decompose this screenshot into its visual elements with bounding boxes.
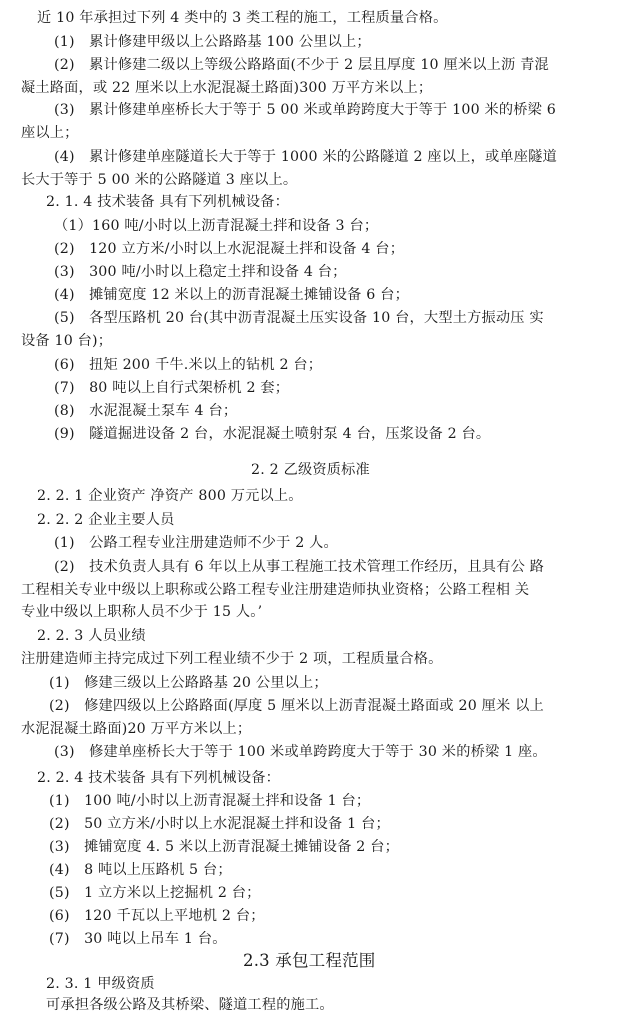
section-heading: 2. 2. 1 企业资产 净资产 800 万元以上。 <box>37 488 303 504</box>
list-item: (1) 100 吨/小时以上沥青混凝土拌和设备 1 台； <box>49 793 371 809</box>
list-item: (3) 摊铺宽度 4. 5 米以上沥青混凝土摊铺设备 2 台； <box>49 839 399 855</box>
paragraph-line: 可承担各级公路及其桥梁、隧道工程的施工。 <box>46 997 334 1013</box>
list-item: (7) 80 吨以上自行式架桥机 2 套； <box>54 380 290 396</box>
paragraph-line: 座以上； <box>21 125 79 141</box>
paragraph-line: 专业中级以上职称人员不少于 15 人。’ <box>21 604 263 620</box>
list-item: (3) 修建单座桥长大于等于 100 米或单跨跨度大于等于 30 米的桥梁 1 座。 <box>54 744 547 760</box>
list-item: (1) 修建三级以上公路路基 20 公里以上； <box>49 675 328 691</box>
list-item: (3) 300 吨/小时以上稳定土拌和设备 4 台； <box>54 264 347 280</box>
paragraph-line: 注册建造师主持完成过下列工程业绩不少于 2 项，工程质量合格。 <box>21 651 443 667</box>
list-item: (5) 各型压路机 20 台(其中沥青混凝土压实设备 10 台，大型土方振动压 实 <box>54 310 544 326</box>
list-item: (2) 累计修建二级以上等级公路路面(不少于 2 层且厚度 10 厘米以上沥 青混 <box>54 57 549 73</box>
list-item: (2) 120 立方米/小时以上水泥混凝土拌和设备 4 台； <box>54 241 405 257</box>
section-heading: 2. 1. 4 技术装备 具有下列机械设备： <box>46 194 289 210</box>
list-item: (6) 120 千瓦以上平地机 2 台； <box>49 908 265 924</box>
section-heading: 2. 2. 4 技术装备 具有下列机械设备： <box>37 770 280 786</box>
section-heading: 2. 2 乙级资质标准 <box>251 462 370 478</box>
list-item: (9) 隧道掘进设备 2 台，水泥混凝土喷射泵 4 台，压浆设备 2 台。 <box>54 426 491 442</box>
list-item: (2) 50 立方米/小时以上水泥混凝土拌和设备 1 台； <box>49 816 390 832</box>
section-heading: 2. 2. 2 企业主要人员 <box>37 512 175 528</box>
list-item: (6) 扭矩 200 千牛.米以上的钻机 2 台； <box>54 357 323 373</box>
list-item: (5) 1 立方米以上挖掘机 2 台； <box>49 885 261 901</box>
list-item: (4) 累计修建单座隧道长大于等于 1000 米的公路隧道 2 座以上，或单座隧道 <box>54 149 557 165</box>
list-item: (8) 水泥混凝土泵车 4 台； <box>54 403 238 419</box>
paragraph-line: 长大于等于 5 00 米的公路隧道 3 座以上。 <box>21 172 298 188</box>
paragraph-line: 工程相关专业中级以上职称或公路工程专业注册建造师执业资格；公路工程相 关 <box>21 582 530 598</box>
section-heading: 2. 3. 1 甲级资质 <box>46 976 155 992</box>
list-item: (2) 技术负责人具有 6 年以上从事工程施工技术管理工作经历，且具有公 路 <box>54 559 545 575</box>
list-item: (7) 30 吨以上吊车 1 台。 <box>49 931 227 947</box>
paragraph-line: 设备 10 台)； <box>21 333 113 349</box>
section-heading: 2. 2. 3 人员业绩 <box>37 628 146 644</box>
list-item: (4) 摊铺宽度 12 米以上的沥青混凝土摊铺设备 6 台； <box>54 287 409 303</box>
list-item: (2) 修建四级以上公路路面(厚度 5 厘米以上沥青混凝土路面或 20 厘米 以上 <box>49 698 544 714</box>
paragraph-line: 水泥混凝土路面)20 万平方米以上； <box>21 721 252 737</box>
list-item: (1) 公路工程专业注册建造师不少于 2 人。 <box>54 535 338 551</box>
section-heading: 2.3 承包工程范围 <box>243 951 376 970</box>
list-item: （1）160 吨/小时以上沥青混凝土拌和设备 3 台； <box>54 218 379 234</box>
paragraph-line: 凝土路面，或 22 厘米以上水泥混凝土路面)300 万平方米以上； <box>21 80 433 96</box>
list-item: (1) 累计修建甲级以上公路路基 100 公里以上； <box>54 34 371 50</box>
list-item: (3) 累计修建单座桥长大于等于 5 00 米或单跨跨度大于等于 100 米的桥梁 6 <box>54 102 557 118</box>
paragraph-line: 近 10 年承担过下列 4 类中的 3 类工程的施工，工程质量合格。 <box>37 10 448 26</box>
list-item: (4) 8 吨以上压路机 5 台； <box>49 862 232 878</box>
